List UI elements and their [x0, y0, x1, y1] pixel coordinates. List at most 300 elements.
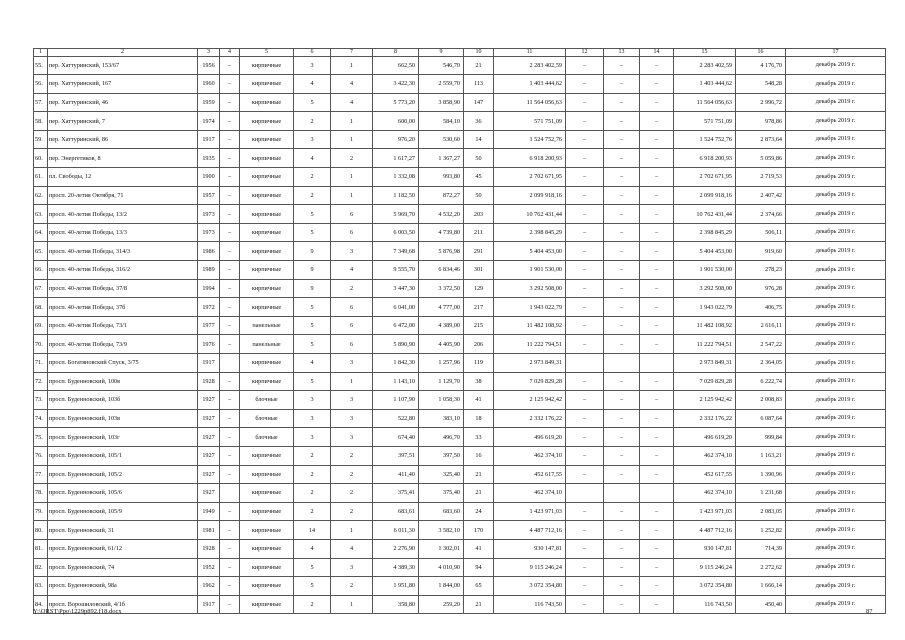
- cell-build-year: 1959: [198, 93, 220, 112]
- cell-wall-material: кирпичные: [240, 354, 294, 373]
- cell-col-14: –: [640, 223, 674, 242]
- cell-col-13: –: [604, 558, 640, 577]
- cell-living-area: 375,40: [419, 484, 464, 503]
- cell-col-12: –: [566, 242, 604, 261]
- cell-row-number: 71.: [34, 354, 48, 373]
- cell-build-year: 1917: [198, 130, 220, 149]
- cell-address: просп. Буденновский, 105/9: [48, 502, 198, 521]
- cell-build-year: 1935: [198, 149, 220, 168]
- cell-entrances: 1: [331, 56, 373, 75]
- cell-living-area: 4 739,80: [419, 223, 464, 242]
- cell-wall-material: панельные: [240, 335, 294, 354]
- cell-residents: 21: [464, 56, 494, 75]
- cell-build-year: 1989: [198, 261, 220, 280]
- cell-col-13: –: [604, 465, 640, 484]
- cell-address: просп. Буденновский, 61/12: [48, 539, 198, 558]
- cell-total-cost: 5 404 453,00: [674, 242, 736, 261]
- cell-col-13: –: [604, 186, 640, 205]
- cell-col-4: –: [220, 558, 240, 577]
- cell-cost-per-m2: 2 008,83: [736, 391, 786, 410]
- document-page: [33, 48, 885, 614]
- column-number-1: 1: [34, 49, 48, 57]
- cell-col-14: –: [640, 112, 674, 131]
- cell-address: просп. 40-летия Победы, 13/3: [48, 223, 198, 242]
- cell-col-12: –: [566, 391, 604, 410]
- cell-col-12: –: [566, 130, 604, 149]
- cell-address: просп. 40-летия Победы, 73/9: [48, 335, 198, 354]
- column-number-14: 14: [640, 49, 674, 57]
- cell-col-14: –: [640, 335, 674, 354]
- cell-entrances: 4: [331, 75, 373, 94]
- cell-repair-cost: 10 762 431,44: [494, 205, 566, 224]
- table-row: [34, 112, 886, 131]
- cell-col-14: –: [640, 595, 674, 614]
- cell-cost-per-m2: 278,23: [736, 261, 786, 280]
- cell-col-13: –: [604, 75, 640, 94]
- cell-entrances: 4: [331, 539, 373, 558]
- cell-address: просп. Ворошиловский, 4/1б: [48, 595, 198, 614]
- cell-total-cost: 1 524 752,76: [674, 130, 736, 149]
- cell-deadline: декабрь 2019 г.: [786, 446, 886, 465]
- cell-address: пер. Хаттуринский, 167: [48, 75, 198, 94]
- cell-col-13: –: [604, 56, 640, 75]
- cell-living-area: 2 559,70: [419, 75, 464, 94]
- cell-address: пер. Хаттуринский, 86: [48, 130, 198, 149]
- cell-col-13: –: [604, 539, 640, 558]
- cell-col-13: –: [604, 428, 640, 447]
- cell-address: пер. Энергетиков, 8: [48, 149, 198, 168]
- cell-repair-cost: 1 943 022,79: [494, 298, 566, 317]
- cell-total-area: 397,51: [373, 446, 419, 465]
- cell-col-13: –: [604, 316, 640, 335]
- cell-row-number: 64.: [34, 223, 48, 242]
- cell-wall-material: кирпичные: [240, 539, 294, 558]
- cell-repair-cost: 3 072 354,80: [494, 577, 566, 596]
- cell-repair-cost: 462 374,10: [494, 446, 566, 465]
- cell-col-14: –: [640, 577, 674, 596]
- cell-deadline: декабрь 2019 г.: [786, 186, 886, 205]
- cell-entrances: 6: [331, 223, 373, 242]
- cell-entrances: 4: [331, 261, 373, 280]
- cell-row-number: 81.: [34, 539, 48, 558]
- cell-total-cost: 3 292 508,00: [674, 279, 736, 298]
- cell-build-year: 1960: [198, 75, 220, 94]
- cell-total-cost: 11 222 794,51: [674, 335, 736, 354]
- cell-col-13: –: [604, 223, 640, 242]
- cell-repair-cost: 462 374,10: [494, 484, 566, 503]
- cell-col-14: [640, 484, 674, 503]
- cell-total-area: 3 447,30: [373, 279, 419, 298]
- cell-residents: 206: [464, 335, 494, 354]
- cell-col-4: –: [220, 75, 240, 94]
- cell-col-12: –: [566, 539, 604, 558]
- cell-deadline: декабрь 2019 г.: [786, 539, 886, 558]
- cell-living-area: 3 372,50: [419, 279, 464, 298]
- cell-residents: 50: [464, 186, 494, 205]
- cell-total-area: 1 182,50: [373, 186, 419, 205]
- cell-residents: 38: [464, 372, 494, 391]
- table-row: [34, 223, 886, 242]
- cell-col-4: –: [220, 93, 240, 112]
- cell-deadline: декабрь 2019 г.: [786, 316, 886, 335]
- cell-col-12: –: [566, 316, 604, 335]
- cell-col-12: –: [566, 56, 604, 75]
- cell-cost-per-m2: 2 374,66: [736, 205, 786, 224]
- cell-cost-per-m2: 714,39: [736, 539, 786, 558]
- cell-col-12: [566, 484, 604, 503]
- cell-wall-material: кирпичные: [240, 93, 294, 112]
- cell-total-area: 662,50: [373, 56, 419, 75]
- cell-residents: 65: [464, 577, 494, 596]
- cell-col-14: –: [640, 261, 674, 280]
- cell-floors: 5: [294, 558, 331, 577]
- cell-col-14: –: [640, 56, 674, 75]
- cell-col-4: –: [220, 502, 240, 521]
- cell-repair-cost: 3 292 508,00: [494, 279, 566, 298]
- cell-col-14: –: [640, 446, 674, 465]
- cell-total-cost: 7 029 829,28: [674, 372, 736, 391]
- cell-deadline: декабрь 2019 г.: [786, 595, 886, 614]
- cell-address: просп. Буденновский, 105/1: [48, 446, 198, 465]
- cell-col-13: –: [604, 205, 640, 224]
- column-number-17: 17: [786, 49, 886, 57]
- cell-col-14: –: [640, 75, 674, 94]
- cell-cost-per-m2: 2 272,62: [736, 558, 786, 577]
- cell-wall-material: кирпичные: [240, 521, 294, 540]
- cell-cost-per-m2: 2 873,64: [736, 130, 786, 149]
- cell-row-number: 84.: [34, 595, 48, 614]
- cell-total-area: 1 143,10: [373, 372, 419, 391]
- cell-col-14: –: [640, 521, 674, 540]
- cell-wall-material: кирпичные: [240, 558, 294, 577]
- cell-col-13: [604, 484, 640, 503]
- cell-wall-material: кирпичные: [240, 446, 294, 465]
- cell-deadline: декабрь 2019 г.: [786, 354, 886, 373]
- cell-row-number: 72.: [34, 372, 48, 391]
- cell-col-4: –: [220, 577, 240, 596]
- cell-col-14: –: [640, 539, 674, 558]
- cell-living-area: 872,27: [419, 186, 464, 205]
- cell-cost-per-m2: 4 176,70: [736, 56, 786, 75]
- cell-col-12: –: [566, 372, 604, 391]
- cell-deadline: декабрь 2019 г.: [786, 261, 886, 280]
- cell-col-13: –: [604, 149, 640, 168]
- cell-residents: 33: [464, 428, 494, 447]
- cell-address: просп. 40-летия Победы, 73/1: [48, 316, 198, 335]
- cell-col-12: –: [566, 186, 604, 205]
- cell-col-14: –: [640, 186, 674, 205]
- cell-residents: 211: [464, 223, 494, 242]
- cell-row-number: 68.: [34, 298, 48, 317]
- cell-row-number: 55.: [34, 56, 48, 75]
- cell-repair-cost: 4 487 712,16: [494, 521, 566, 540]
- cell-address: просп. Буденновский, 31: [48, 521, 198, 540]
- cell-floors: 2: [294, 484, 331, 503]
- table-row: [34, 372, 886, 391]
- cell-col-4: –: [220, 428, 240, 447]
- cell-floors: 5: [294, 205, 331, 224]
- cell-total-cost: 1 403 444,62: [674, 75, 736, 94]
- cell-build-year: 1928: [198, 372, 220, 391]
- cell-build-year: 1952: [198, 558, 220, 577]
- cell-cost-per-m2: 1 163,21: [736, 446, 786, 465]
- cell-col-12: –: [566, 465, 604, 484]
- column-number-16: 16: [736, 49, 786, 57]
- cell-col-12: –: [566, 595, 604, 614]
- cell-col-4: –: [220, 595, 240, 614]
- cell-living-area: 1 367,27: [419, 149, 464, 168]
- cell-build-year: 1973: [198, 205, 220, 224]
- cell-living-area: 383,10: [419, 409, 464, 428]
- table-row: [34, 335, 886, 354]
- cell-repair-cost: 2 332 176,22: [494, 409, 566, 428]
- cell-col-12: –: [566, 409, 604, 428]
- cell-total-area: 6 472,00: [373, 316, 419, 335]
- cell-floors: 5: [294, 93, 331, 112]
- cell-total-cost: 11 482 108,92: [674, 316, 736, 335]
- cell-col-13: –: [604, 409, 640, 428]
- cell-col-14: –: [640, 279, 674, 298]
- cell-col-4: –: [220, 335, 240, 354]
- cell-living-area: 1 129,70: [419, 372, 464, 391]
- cell-total-area: 9 555,70: [373, 261, 419, 280]
- cell-col-4: –: [220, 168, 240, 187]
- cell-residents: 147: [464, 93, 494, 112]
- cell-build-year: 1900: [198, 168, 220, 187]
- cell-entrances: 6: [331, 335, 373, 354]
- cell-build-year: 1962: [198, 577, 220, 596]
- cell-deadline: декабрь 2019 г.: [786, 428, 886, 447]
- cell-repair-cost: 2 702 671,95: [494, 168, 566, 187]
- cell-living-area: 4 777,00: [419, 298, 464, 317]
- cell-row-number: 58.: [34, 112, 48, 131]
- cell-total-cost: 11 564 056,63: [674, 93, 736, 112]
- cell-entrances: 3: [331, 428, 373, 447]
- cell-total-area: 3 422,30: [373, 75, 419, 94]
- cell-row-number: 80.: [34, 521, 48, 540]
- cell-total-area: 976,20: [373, 130, 419, 149]
- cell-deadline: декабрь 2019 г.: [786, 56, 886, 75]
- column-number-4: 4: [220, 49, 240, 57]
- cell-wall-material: кирпичные: [240, 502, 294, 521]
- cell-residents: 24: [464, 502, 494, 521]
- cell-deadline: декабрь 2019 г.: [786, 577, 886, 596]
- table-row: [34, 242, 886, 261]
- cell-residents: 217: [464, 298, 494, 317]
- cell-address: пл. Свободы, 12: [48, 168, 198, 187]
- cell-col-14: –: [640, 242, 674, 261]
- cell-build-year: 1981: [198, 521, 220, 540]
- cell-entrances: 3: [331, 354, 373, 373]
- cell-col-4: –: [220, 205, 240, 224]
- cell-col-12: –: [566, 446, 604, 465]
- cell-deadline: декабрь 2019 г.: [786, 409, 886, 428]
- cell-entrances: 1: [331, 595, 373, 614]
- cell-wall-material: блочные: [240, 391, 294, 410]
- cell-col-13: –: [604, 335, 640, 354]
- cell-total-cost: 2 973 849,31: [674, 354, 736, 373]
- cell-build-year: 1927: [198, 446, 220, 465]
- cell-col-4: –: [220, 56, 240, 75]
- cell-entrances: 2: [331, 502, 373, 521]
- cell-living-area: 5 876,98: [419, 242, 464, 261]
- cell-row-number: 83.: [34, 577, 48, 596]
- cell-residents: 50: [464, 149, 494, 168]
- column-number-10: 10: [464, 49, 494, 57]
- cell-cost-per-m2: 548,28: [736, 75, 786, 94]
- cell-floors: 4: [294, 75, 331, 94]
- cell-col-13: –: [604, 446, 640, 465]
- cell-total-cost: 930 147,81: [674, 539, 736, 558]
- cell-wall-material: кирпичные: [240, 372, 294, 391]
- cell-living-area: 496,70: [419, 428, 464, 447]
- cell-address: просп. Богатяновский Спуск, 3/75: [48, 354, 198, 373]
- cell-col-13: –: [604, 93, 640, 112]
- cell-col-4: –: [220, 316, 240, 335]
- cell-residents: 21: [464, 465, 494, 484]
- cell-total-area: 7 349,68: [373, 242, 419, 261]
- cell-address: просп. Буденновский, 103г: [48, 428, 198, 447]
- cell-wall-material: кирпичные: [240, 261, 294, 280]
- cell-total-cost: 9 115 246,24: [674, 558, 736, 577]
- cell-address: просп. 40-летия Победы, 37/8: [48, 279, 198, 298]
- cell-total-area: 2 276,90: [373, 539, 419, 558]
- cell-entrances: 3: [331, 391, 373, 410]
- cell-row-number: 77.: [34, 465, 48, 484]
- cell-col-13: –: [604, 595, 640, 614]
- cell-repair-cost: 2 973 849,31: [494, 354, 566, 373]
- cell-deadline: декабрь 2019 г.: [786, 223, 886, 242]
- cell-floors: 9: [294, 242, 331, 261]
- cell-living-area: 584,10: [419, 112, 464, 131]
- cell-cost-per-m2: 2 083,05: [736, 502, 786, 521]
- cell-col-4: –: [220, 539, 240, 558]
- cell-wall-material: блочные: [240, 428, 294, 447]
- cell-living-area: 6 834,46: [419, 261, 464, 280]
- cell-col-4: –: [220, 446, 240, 465]
- cell-wall-material: кирпичные: [240, 149, 294, 168]
- cell-living-area: 4 405,90: [419, 335, 464, 354]
- cell-total-cost: 116 743,50: [674, 595, 736, 614]
- cell-residents: 41: [464, 391, 494, 410]
- cell-build-year: 1994: [198, 279, 220, 298]
- table-row: [34, 186, 886, 205]
- cell-floors: 9: [294, 279, 331, 298]
- cell-col-13: –: [604, 577, 640, 596]
- cell-repair-cost: 1 403 444,62: [494, 75, 566, 94]
- table-body: [34, 49, 886, 614]
- cell-living-area: 1 058,30: [419, 391, 464, 410]
- cell-col-12: –: [566, 428, 604, 447]
- cell-repair-cost: 1 901 530,00: [494, 261, 566, 280]
- cell-entrances: 2: [331, 484, 373, 503]
- cell-residents: 119: [464, 354, 494, 373]
- cell-floors: 4: [294, 539, 331, 558]
- cell-floors: 2: [294, 168, 331, 187]
- cell-col-13: –: [604, 130, 640, 149]
- cell-deadline: декабрь 2019 г.: [786, 298, 886, 317]
- cell-living-area: 259,20: [419, 595, 464, 614]
- cell-total-cost: 1 901 530,00: [674, 261, 736, 280]
- cell-floors: 3: [294, 428, 331, 447]
- column-number-15: 15: [674, 49, 736, 57]
- cell-build-year: 1927: [198, 428, 220, 447]
- cell-wall-material: кирпичные: [240, 56, 294, 75]
- cell-col-12: –: [566, 112, 604, 131]
- cell-cost-per-m2: 5 059,86: [736, 149, 786, 168]
- cell-total-cost: 496 619,20: [674, 428, 736, 447]
- cell-col-4: –: [220, 521, 240, 540]
- column-number-8: 8: [373, 49, 419, 57]
- table-row: [34, 465, 886, 484]
- cell-wall-material: кирпичные: [240, 484, 294, 503]
- cell-living-area: 3 582,10: [419, 521, 464, 540]
- cell-total-area: 411,40: [373, 465, 419, 484]
- cell-repair-cost: 571 751,09: [494, 112, 566, 131]
- cell-cost-per-m2: 6 222,74: [736, 372, 786, 391]
- cell-build-year: 1927: [198, 465, 220, 484]
- cell-living-area: 1 257,96: [419, 354, 464, 373]
- cell-living-area: 3 858,90: [419, 93, 464, 112]
- cell-total-cost: 2 398 845,29: [674, 223, 736, 242]
- cell-col-12: –: [566, 558, 604, 577]
- cell-address: просп. 40-летия Победы, 314/3: [48, 242, 198, 261]
- cell-col-12: –: [566, 502, 604, 521]
- cell-living-area: 4 010,90: [419, 558, 464, 577]
- cell-total-cost: 10 762 431,44: [674, 205, 736, 224]
- cell-deadline: декабрь 2019 г.: [786, 279, 886, 298]
- table-row: [34, 130, 886, 149]
- cell-entrances: 2: [331, 577, 373, 596]
- cell-cost-per-m2: 2 407,42: [736, 186, 786, 205]
- cell-cost-per-m2: 450,40: [736, 595, 786, 614]
- cell-row-number: 61.: [34, 168, 48, 187]
- table-row: [34, 205, 886, 224]
- cell-wall-material: кирпичные: [240, 577, 294, 596]
- cell-repair-cost: 7 029 829,28: [494, 372, 566, 391]
- cell-repair-cost: 1 524 752,76: [494, 130, 566, 149]
- cell-col-12: –: [566, 149, 604, 168]
- cell-col-4: –: [220, 279, 240, 298]
- cell-col-14: –: [640, 316, 674, 335]
- cell-row-number: 60.: [34, 149, 48, 168]
- cell-floors: 4: [294, 149, 331, 168]
- cell-col-12: –: [566, 93, 604, 112]
- cell-build-year: 1974: [198, 112, 220, 131]
- cell-deadline: декабрь 2019 г.: [786, 465, 886, 484]
- cell-total-cost: 1 943 022,79: [674, 298, 736, 317]
- cell-col-12: –: [566, 279, 604, 298]
- cell-floors: 5: [294, 577, 331, 596]
- cell-living-area: 546,70: [419, 56, 464, 75]
- table-row: [34, 539, 886, 558]
- cell-deadline: декабрь 2019 г.: [786, 372, 886, 391]
- cell-row-number: 66.: [34, 261, 48, 280]
- file-path: Y:\ORST\Ppo\1229p892.f18.docx: [33, 608, 122, 615]
- cell-total-area: 1 107,90: [373, 391, 419, 410]
- cell-entrances: 1: [331, 372, 373, 391]
- cell-entrances: 6: [331, 298, 373, 317]
- cell-col-14: –: [640, 205, 674, 224]
- cell-total-area: 358,80: [373, 595, 419, 614]
- table-row: [34, 595, 886, 614]
- cell-wall-material: кирпичные: [240, 279, 294, 298]
- cell-total-area: 6 041,00: [373, 298, 419, 317]
- cell-floors: 3: [294, 409, 331, 428]
- cell-col-13: –: [604, 279, 640, 298]
- cell-col-13: –: [604, 502, 640, 521]
- column-number-6: 6: [294, 49, 331, 57]
